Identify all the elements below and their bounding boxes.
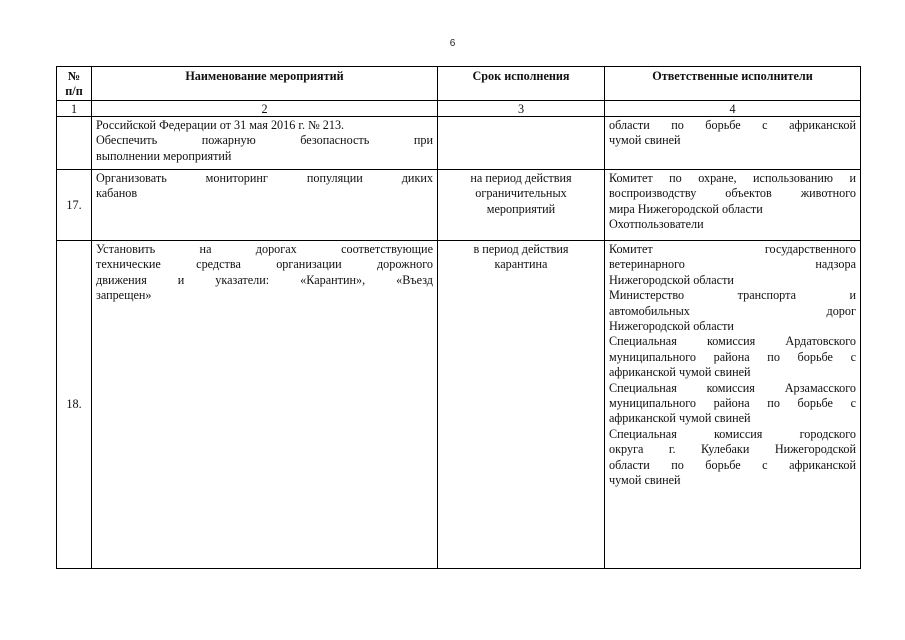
measure-name-line: запрещен» xyxy=(96,288,152,303)
measure-responsible-line: Специальная комиссия Арзамасского xyxy=(609,380,856,395)
measure-responsible xyxy=(605,117,861,170)
measure-responsible-line: муниципального района по борьбе с xyxy=(609,349,856,364)
header-deadline: Срок исполнения xyxy=(438,67,605,101)
measure-responsible-line: Охотпользователи xyxy=(609,217,704,232)
measure-name xyxy=(92,117,438,170)
table-row xyxy=(57,241,861,569)
column-number-4: 4 xyxy=(605,101,861,117)
measure-name-line: Российской Федерации от 31 мая 2016 г. № 213. xyxy=(96,118,345,132)
measure-name-line: Организовать мониторинг популяции диких xyxy=(96,171,433,185)
measure-deadline xyxy=(438,241,605,569)
column-number-3: 3 xyxy=(438,101,605,117)
measure-deadline-line: ограничительных xyxy=(475,186,567,201)
column-numbering-row xyxy=(57,101,861,117)
measure-responsible-line: африканской чумой свиней xyxy=(609,411,751,426)
measure-responsible xyxy=(605,241,861,569)
page-number: 6 xyxy=(449,38,456,49)
header-number xyxy=(57,67,92,101)
column-number-1: 1 xyxy=(57,101,92,117)
measure-responsible-line: мира Нижегородской области xyxy=(609,201,763,216)
measure-responsible-line: Нижегородской области xyxy=(609,272,734,287)
measure-name xyxy=(92,241,438,569)
measure-responsible-line: африканской чумой свиней xyxy=(609,365,751,380)
row-number: 17. xyxy=(57,170,92,241)
measure-responsible-line: муниципального района по борьбе с xyxy=(609,396,856,411)
measure-name-line: Обеспечить пожарную безопасность при xyxy=(96,133,433,148)
measure-responsible-line: области по борьбе с африканской xyxy=(609,457,856,472)
table-body xyxy=(57,117,861,569)
measure-deadline xyxy=(438,170,605,241)
header-number-line2: п/п xyxy=(65,83,83,98)
measure-responsible-line: ветеринарного надзора xyxy=(609,257,856,272)
measure-responsible-line: Министерство транспорта и xyxy=(609,288,856,303)
measure-responsible xyxy=(605,170,861,241)
header-number-line1: № xyxy=(67,69,81,83)
measure-name xyxy=(92,170,438,241)
row-number xyxy=(57,117,92,170)
measure-responsible-line: чумой свиней xyxy=(609,473,681,488)
measure-responsible-line: Комитет государственного xyxy=(609,242,856,256)
measure-responsible-line: Комитет по охране, использованию и xyxy=(609,171,856,185)
header-row xyxy=(57,67,861,101)
measure-deadline-line: в период действия xyxy=(473,242,569,256)
measures-table xyxy=(56,66,861,569)
measure-responsible-line: округа г. Кулебаки Нижегородской xyxy=(609,442,856,457)
column-number-2: 2 xyxy=(92,101,438,117)
measure-responsible-line: области по борьбе с африканской xyxy=(609,118,856,132)
measure-deadline-line: мероприятий xyxy=(486,201,556,216)
measure-responsible-line: автомобильных дорог xyxy=(609,303,856,318)
measure-name-line: кабанов xyxy=(96,186,138,201)
table-row xyxy=(57,117,861,170)
row-number: 18. xyxy=(57,241,92,569)
measure-responsible-line: Специальная комиссия городского xyxy=(609,426,856,441)
measure-responsible-line: Специальная комиссия Ардатовского xyxy=(609,334,856,349)
measure-deadline-line: карантина xyxy=(494,257,548,272)
measure-name-line: выполнении мероприятий xyxy=(96,148,232,163)
measure-name-line: Установить на дорогах соответствующие xyxy=(96,242,433,256)
measure-name-line: движения и указатели: «Карантин», «Въезд xyxy=(96,272,433,287)
table-row xyxy=(57,170,861,241)
measure-deadline-line: на период действия xyxy=(470,171,572,185)
measure-responsible-line: Нижегородской области xyxy=(609,319,734,334)
header-name: Наименование мероприятий xyxy=(92,67,438,101)
measure-deadline xyxy=(438,117,605,170)
measure-responsible-line: воспроизводству объектов животного xyxy=(609,186,856,201)
header-responsible: Ответственные исполнители xyxy=(605,67,861,101)
measure-name-line: технические средства организации дорожного xyxy=(96,257,433,272)
measure-responsible-line: чумой свиней xyxy=(609,133,681,148)
